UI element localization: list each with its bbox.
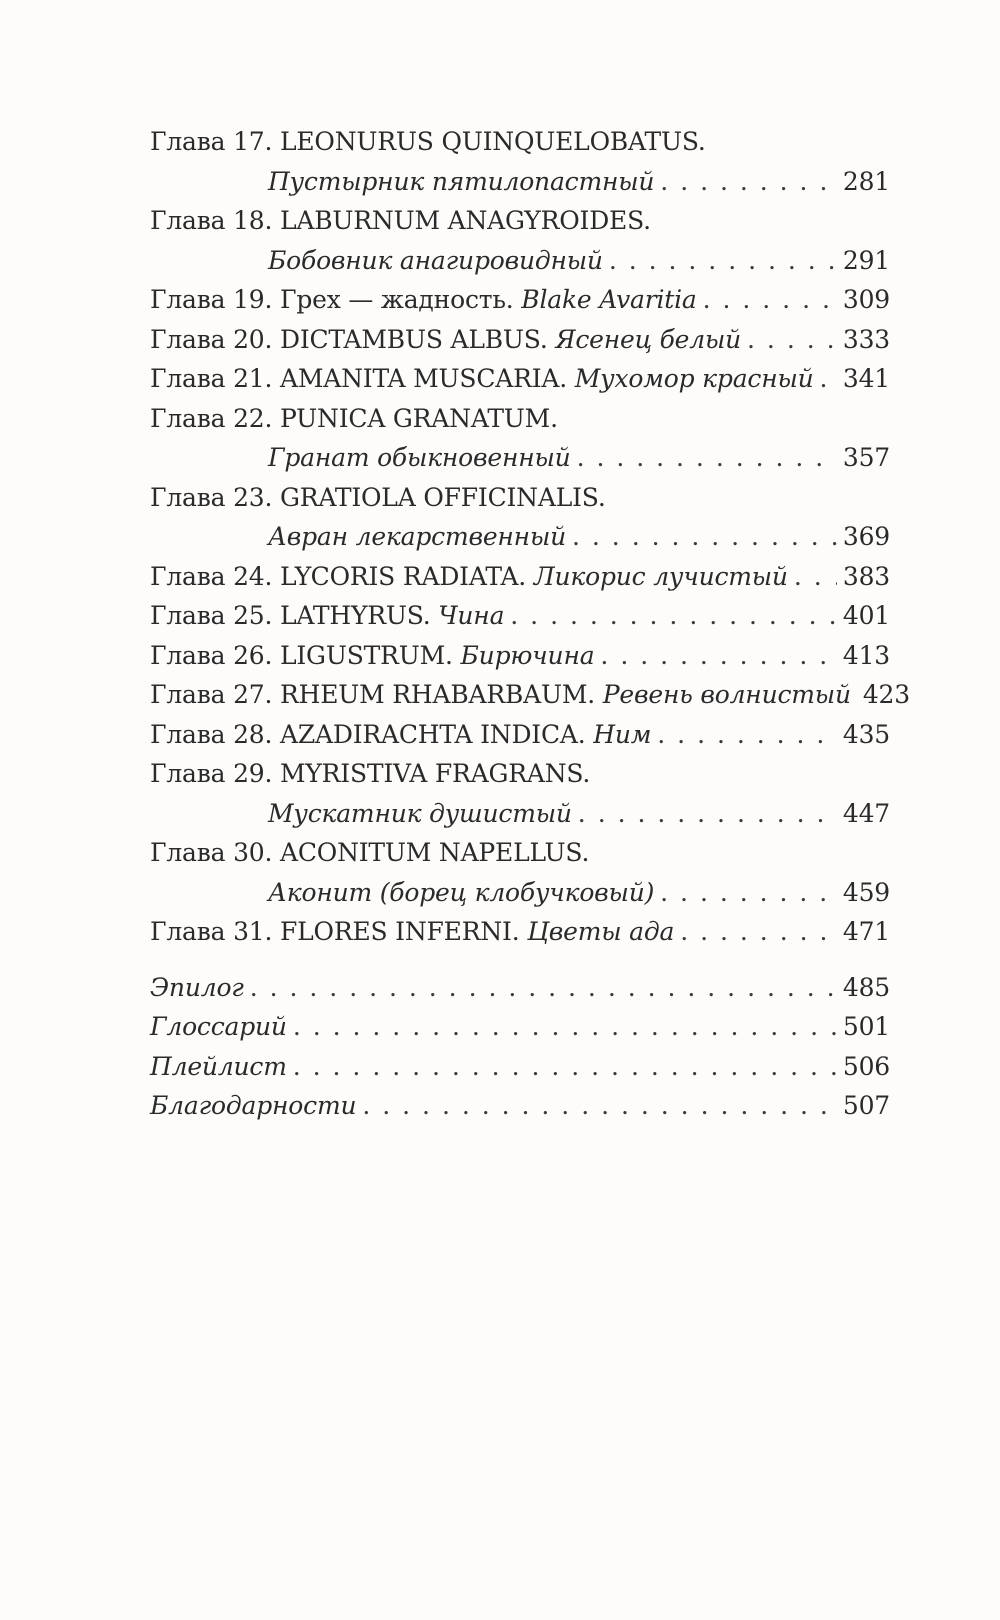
dot-leader bbox=[820, 359, 837, 399]
chapter-latin-title: LABURNUM ANAGYROIDES. bbox=[279, 206, 651, 235]
chapter-latin-title: AMANITA MUSCARIA. bbox=[279, 364, 568, 393]
dot-leader bbox=[657, 715, 837, 755]
toc-line bbox=[150, 968, 890, 1008]
toc-line bbox=[150, 1086, 890, 1126]
toc-entry-chapter-25 bbox=[150, 596, 890, 636]
section-gap bbox=[150, 952, 890, 968]
toc-entry-chapter-21 bbox=[150, 359, 890, 399]
chapter-russian-title: Ним bbox=[593, 719, 652, 749]
toc-line bbox=[150, 201, 890, 241]
toc-entry-chapter-22 bbox=[150, 399, 890, 478]
toc-line bbox=[150, 833, 890, 873]
toc-entry-playlist bbox=[150, 1047, 890, 1087]
chapter-prefix: Глава 24. bbox=[150, 561, 273, 591]
chapter-latin-title: DICTAMBUS ALBUS. bbox=[279, 324, 548, 354]
toc-line bbox=[150, 557, 890, 597]
toc-line bbox=[150, 873, 890, 913]
chapter-prefix: Глава 31. bbox=[150, 917, 273, 946]
page-number: 369 bbox=[842, 522, 890, 551]
toc-line bbox=[150, 912, 890, 952]
toc-line bbox=[150, 1047, 890, 1087]
page-number: 506 bbox=[842, 1051, 890, 1081]
toc-line bbox=[150, 438, 890, 478]
chapter-prefix: Глава 22. bbox=[150, 403, 273, 433]
toc-entry-chapter-30 bbox=[150, 833, 890, 912]
toc-line bbox=[150, 122, 890, 162]
chapter-russian-title: Авран лекарственный bbox=[268, 522, 567, 551]
toc-entry-glossary bbox=[150, 1007, 890, 1047]
toc-line bbox=[150, 320, 890, 360]
chapter-prefix: Глава 20. bbox=[150, 324, 273, 354]
page-number: 501 bbox=[842, 1012, 890, 1041]
chapter-latin-title: LIGUSTRUM. bbox=[279, 640, 453, 670]
page-number: 459 bbox=[842, 877, 890, 907]
page-number: 357 bbox=[842, 443, 890, 472]
chapter-russian-title: Мухомор красный bbox=[574, 364, 814, 393]
toc-entry-chapter-18 bbox=[150, 201, 890, 280]
chapter-latin-title: ACONITUM NAPELLUS. bbox=[279, 838, 590, 867]
dot-leader bbox=[510, 596, 837, 636]
chapter-latin-title: LEONURUS QUINQUELOBATUS. bbox=[279, 127, 706, 156]
chapter-latin-title: Грех — жадность. bbox=[279, 285, 514, 314]
dot-leader bbox=[600, 636, 836, 676]
toc-entry-chapter-31 bbox=[150, 912, 890, 952]
dot-leader bbox=[250, 968, 837, 1008]
chapter-latin-title: LATHYRUS. bbox=[279, 601, 431, 630]
chapter-russian-title: Мускатник душистый bbox=[268, 798, 572, 828]
dot-leader bbox=[660, 873, 837, 913]
chapter-latin-title: GRATIOLA OFFICINALIS. bbox=[279, 482, 606, 512]
chapter-russian-title: Пустырник пятилопастный bbox=[268, 166, 655, 196]
toc-line bbox=[150, 1007, 890, 1047]
page-number: 341 bbox=[842, 364, 890, 393]
chapter-latin-title: PUNICA GRANATUM. bbox=[279, 403, 558, 433]
toc-entry-chapter-19 bbox=[150, 280, 890, 320]
chapter-prefix: Глава 28. bbox=[150, 719, 273, 749]
chapter-russian-title: Цветы ада bbox=[527, 917, 675, 946]
toc-entry-chapter-28 bbox=[150, 715, 890, 755]
toc-line bbox=[150, 636, 890, 676]
toc-entry-acknowledgements bbox=[150, 1086, 890, 1126]
page-number: 507 bbox=[842, 1091, 890, 1120]
page-number: 333 bbox=[842, 324, 890, 354]
table-of-contents bbox=[150, 122, 910, 1126]
dot-leader bbox=[703, 280, 837, 320]
chapter-prefix: Глава 17. bbox=[150, 127, 273, 156]
back-matter-title: Плейлист bbox=[150, 1051, 287, 1081]
dot-leader bbox=[293, 1007, 837, 1047]
page-number: 471 bbox=[842, 917, 890, 946]
back-matter-title: Эпилог bbox=[150, 972, 244, 1002]
chapter-prefix: Глава 29. bbox=[150, 759, 273, 788]
toc-line bbox=[150, 715, 890, 755]
chapter-russian-title: Гранат обыкновенный bbox=[268, 443, 571, 472]
chapter-prefix: Глава 19. bbox=[150, 285, 273, 314]
page-number: 435 bbox=[842, 719, 890, 749]
chapter-russian-title: Аконит (борец клобучковый) bbox=[268, 877, 655, 907]
chapter-latin-title: LYCORIS RADIATA. bbox=[279, 561, 527, 591]
back-matter-title: Глоссарий bbox=[150, 1012, 287, 1041]
chapter-latin-title: MYRISTIVA FRAGRANS. bbox=[279, 759, 591, 788]
chapter-latin-title: FLORES INFERNI. bbox=[279, 917, 520, 946]
chapter-russian-title: Бобовник анагировидный bbox=[268, 245, 603, 275]
back-matter-title: Благодарности bbox=[150, 1091, 357, 1120]
page-number: 447 bbox=[842, 798, 890, 828]
toc-line bbox=[150, 280, 890, 320]
page-number: 291 bbox=[842, 245, 890, 275]
dot-leader bbox=[572, 517, 837, 557]
toc-entry-epilogue bbox=[150, 968, 890, 1008]
chapter-russian-title: Ликорис лучистый bbox=[533, 561, 788, 591]
toc-line bbox=[150, 596, 890, 636]
toc-line bbox=[150, 675, 910, 715]
page-number: 423 bbox=[862, 680, 910, 709]
toc-entry-chapter-26 bbox=[150, 636, 890, 676]
page-number: 413 bbox=[842, 640, 890, 670]
toc-line bbox=[150, 754, 890, 794]
chapter-russian-title: Ясенец белый bbox=[555, 324, 742, 354]
page-number: 281 bbox=[842, 166, 890, 196]
toc-line bbox=[150, 517, 890, 557]
chapter-russian-title: Ревень волнистый bbox=[602, 680, 851, 709]
page-number: 401 bbox=[842, 601, 890, 630]
dot-leader bbox=[577, 438, 837, 478]
page-number: 485 bbox=[842, 972, 890, 1002]
dot-leader bbox=[794, 557, 837, 597]
toc-line bbox=[150, 399, 890, 439]
chapter-russian-title: Бирючина bbox=[460, 640, 595, 670]
dot-leader bbox=[578, 794, 837, 834]
chapter-prefix: Глава 27. bbox=[150, 680, 273, 709]
chapter-prefix: Глава 18. bbox=[150, 206, 273, 235]
toc-line bbox=[150, 241, 890, 281]
dot-leader bbox=[293, 1047, 837, 1087]
dot-leader bbox=[660, 162, 837, 202]
dot-leader bbox=[680, 912, 837, 952]
toc-line bbox=[150, 794, 890, 834]
toc-line bbox=[150, 478, 890, 518]
chapter-prefix: Глава 25. bbox=[150, 601, 273, 630]
page-number: 383 bbox=[842, 561, 890, 591]
dot-leader bbox=[609, 241, 837, 281]
dot-leader bbox=[362, 1086, 837, 1126]
chapter-prefix: Глава 30. bbox=[150, 838, 273, 867]
toc-entry-chapter-20 bbox=[150, 320, 890, 360]
chapter-prefix: Глава 21. bbox=[150, 364, 273, 393]
toc-entry-chapter-29 bbox=[150, 754, 890, 833]
toc-line bbox=[150, 359, 890, 399]
toc-entry-chapter-23 bbox=[150, 478, 890, 557]
chapter-russian-title: Чина bbox=[438, 601, 505, 630]
chapter-prefix: Глава 26. bbox=[150, 640, 273, 670]
toc-entry-chapter-17 bbox=[150, 122, 890, 201]
chapter-prefix: Глава 23. bbox=[150, 482, 273, 512]
page-number: 309 bbox=[842, 285, 890, 314]
toc-entry-chapter-27 bbox=[150, 675, 910, 715]
chapter-latin-title: AZADIRACHTA INDICA. bbox=[279, 719, 586, 749]
chapter-latin-title: RHEUM RHABARBAUM. bbox=[279, 680, 596, 709]
toc-line bbox=[150, 162, 890, 202]
chapter-russian-title: Blake Avaritia bbox=[521, 285, 697, 314]
toc-entry-chapter-24 bbox=[150, 557, 890, 597]
dot-leader bbox=[747, 320, 837, 360]
